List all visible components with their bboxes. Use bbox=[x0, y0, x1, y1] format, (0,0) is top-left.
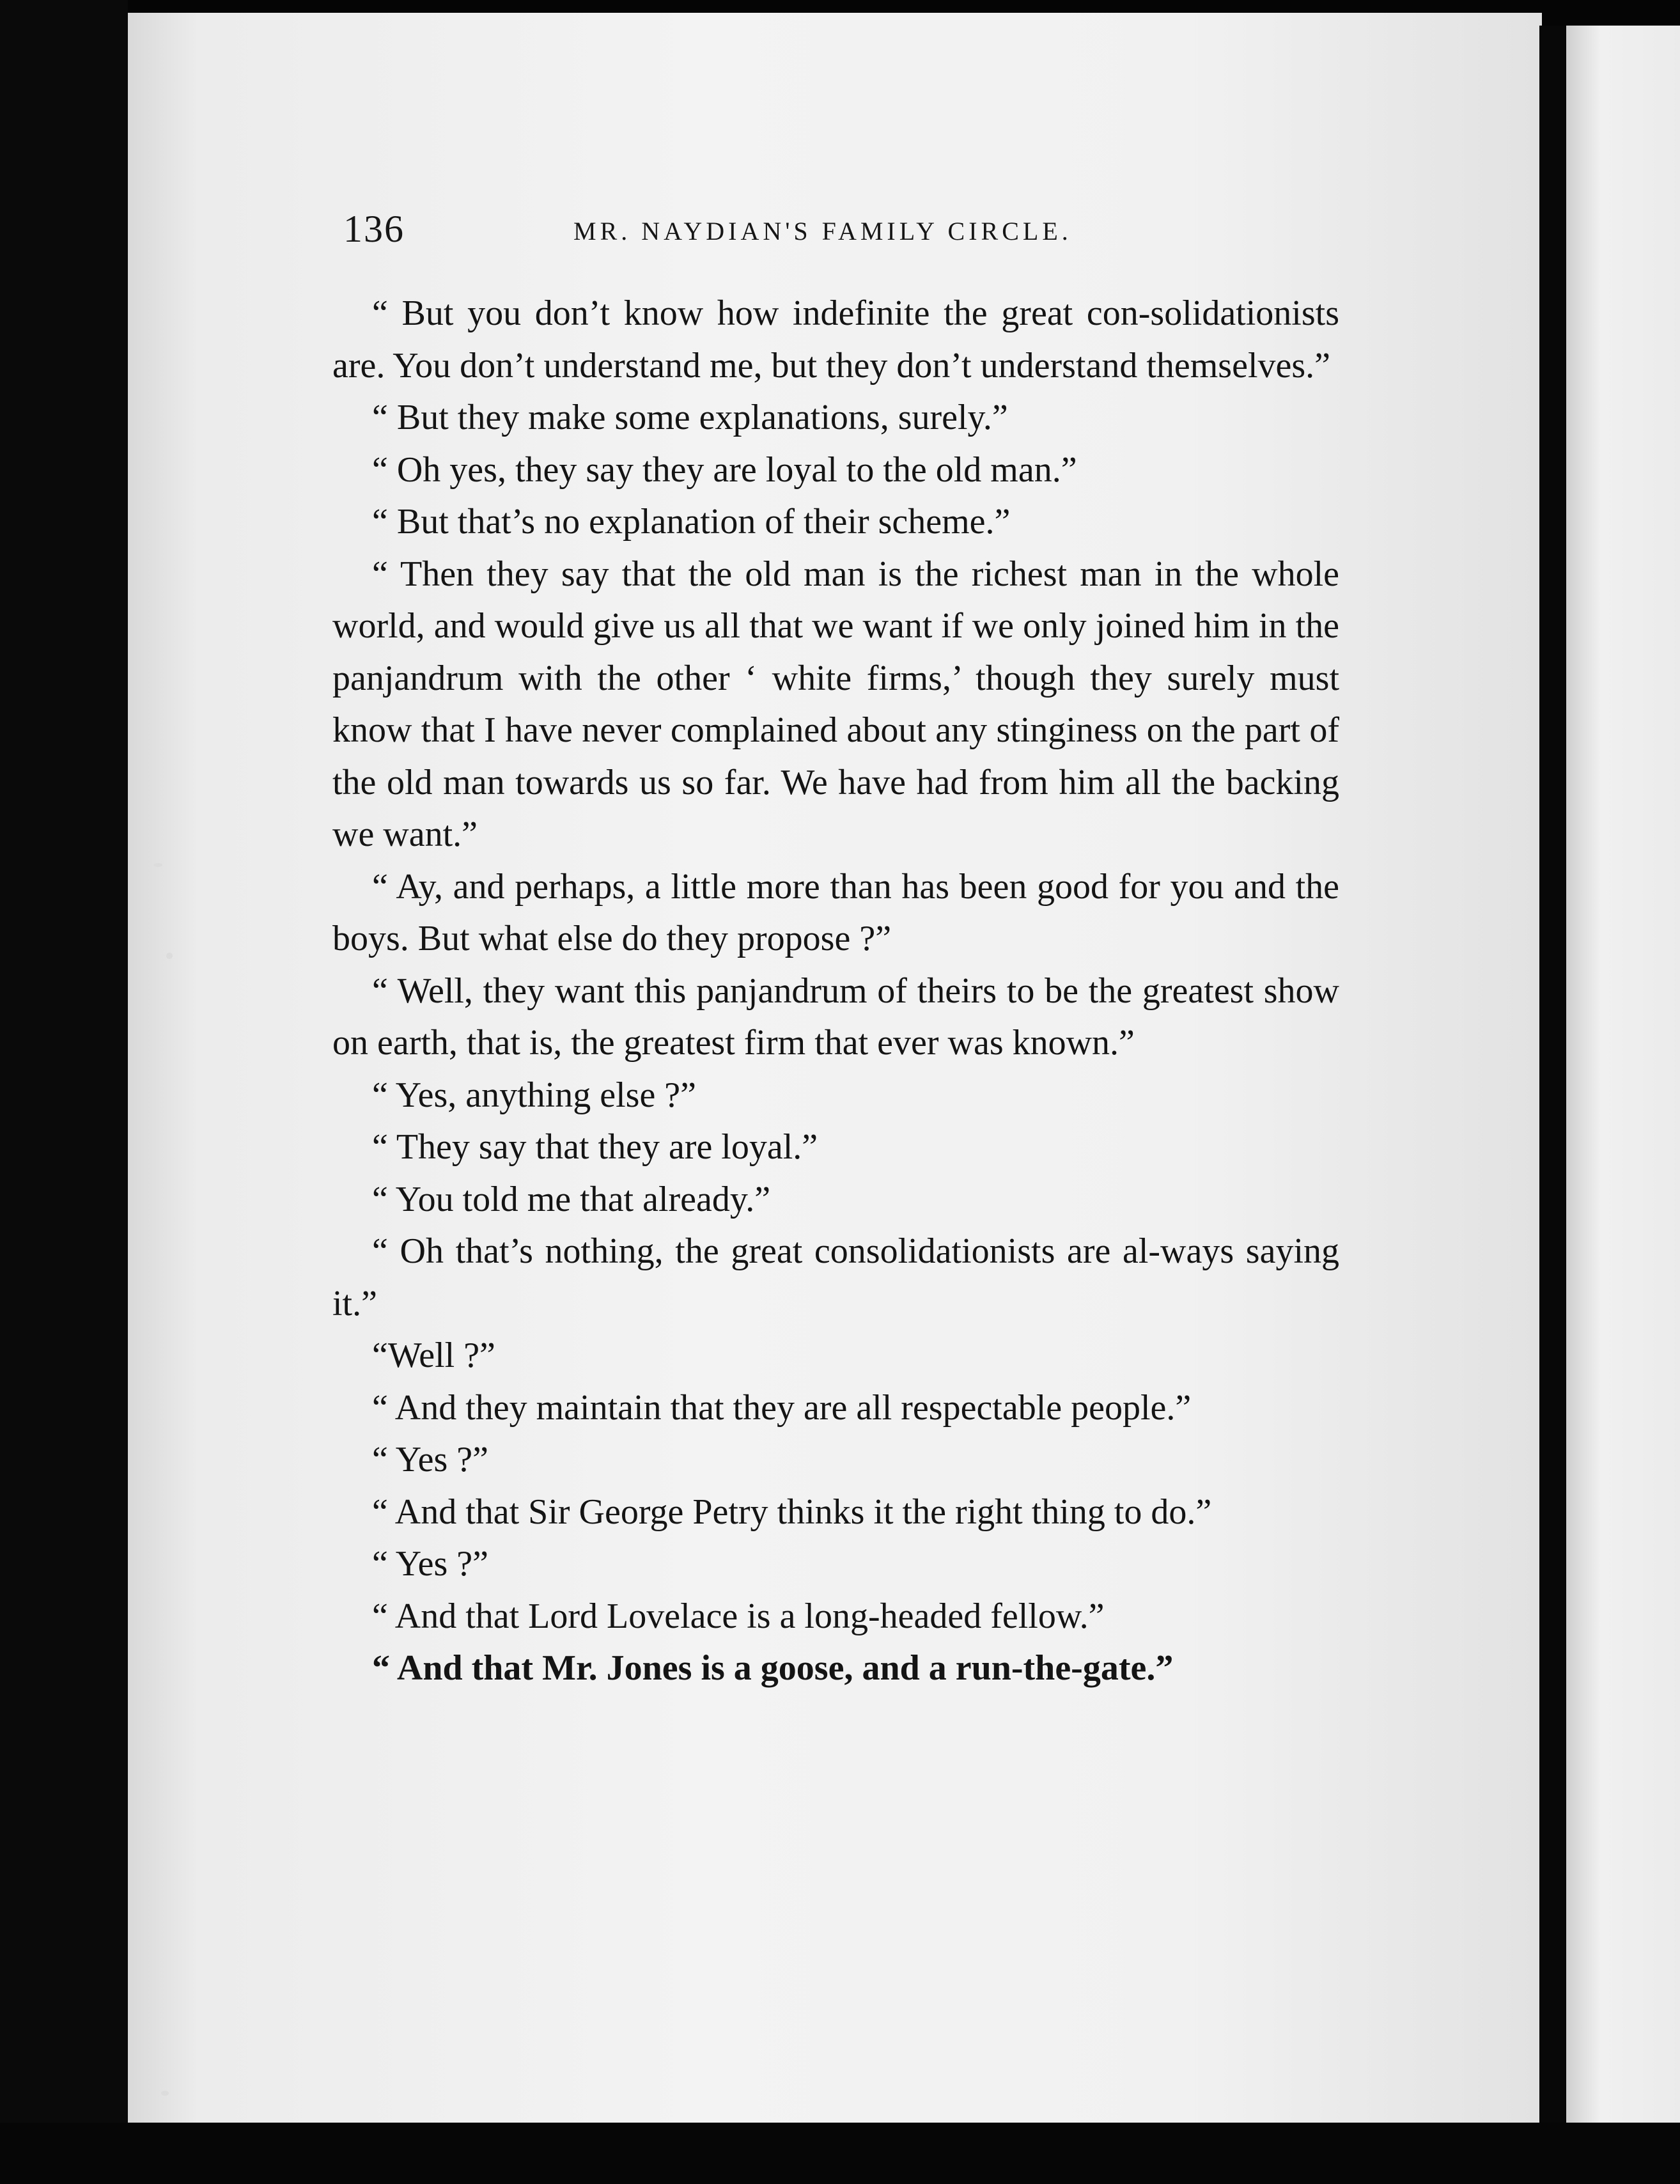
paper-speck bbox=[153, 863, 162, 867]
paragraph: “ And that Mr. Jones is a goose, and a run-the-gate.” bbox=[372, 1648, 1174, 1688]
paragraph: “ Ay, and perhaps, a little more than has been good for you and the boys. But what else do they propose ?” bbox=[332, 866, 1339, 958]
paragraph: “ But you don’t know how indefinite the great con-solidationists are. You don’t understand me, but they don’t understand themselves.” bbox=[332, 293, 1339, 386]
scanner-bed-bottom bbox=[0, 2123, 1680, 2184]
paragraph: “ Oh yes, they say they are loyal to the old man.” bbox=[372, 449, 1077, 490]
page-number: 136 bbox=[343, 208, 405, 250]
paragraph: “ Yes ?” bbox=[372, 1544, 488, 1584]
paragraph: “ Then they say that the old man is the richest man in the whole world, and would give us all that we want if we only joined him in the panjandrum with the other ‘ white firms,’ though they surely must know that I have never complained about any stinginess on the part of the old man towards us so far. We have had from him all the backing we want.” bbox=[332, 554, 1339, 854]
paragraph: “ Yes, anything else ?” bbox=[372, 1075, 697, 1115]
paragraph: “ They say that they are loyal.” bbox=[372, 1127, 818, 1167]
book-spine-gutter bbox=[1539, 26, 1569, 2129]
paragraph: “ And that Lord Lovelace is a long-headed fellow.” bbox=[372, 1596, 1105, 1636]
facing-page-edge bbox=[1566, 26, 1680, 2129]
paper-speck bbox=[161, 2091, 169, 2096]
paragraph: “ And they maintain that they are all respectable people.” bbox=[372, 1387, 1192, 1428]
page-header bbox=[343, 203, 1341, 254]
body-text bbox=[332, 288, 1339, 1695]
paragraph: “ But that’s no explanation of their scheme.” bbox=[372, 502, 1011, 542]
paragraph: “ And that Sir George Petry thinks it the right thing to do.” bbox=[372, 1492, 1212, 1532]
paragraph: “ Yes ?” bbox=[372, 1440, 488, 1479]
scanner-bed-left bbox=[0, 0, 128, 2184]
paragraph: “ You told me that already.” bbox=[372, 1179, 771, 1219]
paper-speck bbox=[166, 953, 173, 959]
paragraph: “ Oh that’s nothing, the great consolidationists are al-ways saying it.” bbox=[332, 1231, 1339, 1323]
paragraph: “Well ?” bbox=[372, 1336, 495, 1375]
running-title: MR. NAYDIAN'S FAMILY CIRCLE. bbox=[573, 217, 1072, 246]
paragraph: “ But they make some explanations, surely.” bbox=[372, 398, 1008, 437]
paragraph: “ Well, they want this panjandrum of theirs to be the greatest show on earth, that is, the greatest firm that ever was known.” bbox=[332, 971, 1339, 1063]
